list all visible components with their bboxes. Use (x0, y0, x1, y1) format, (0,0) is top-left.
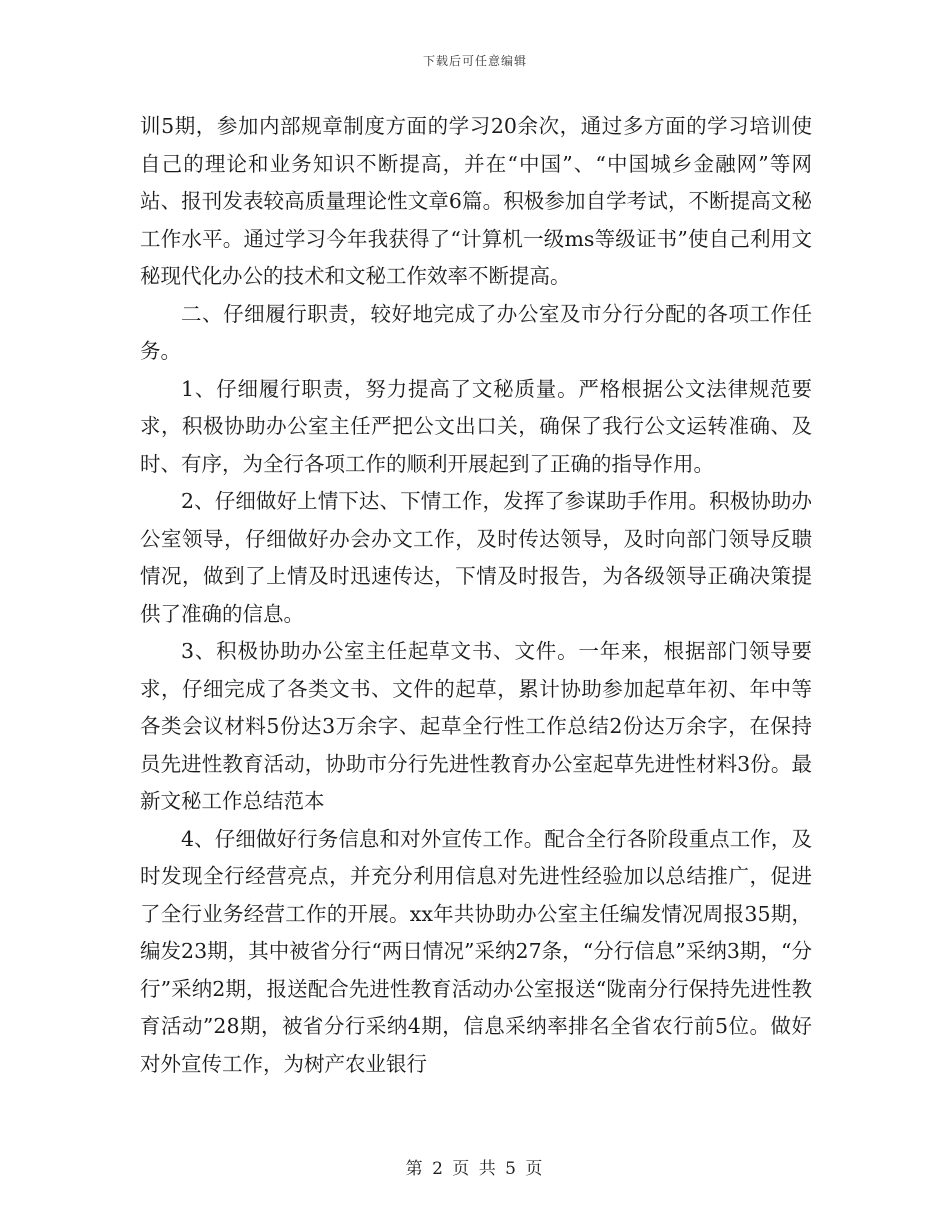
paragraph-1: 训5期，参加内部规章制度方面的学习20余次，通过多方面的学习培训使自己的理论和业务知识不断提高，并在“中国”、“中国城乡金融网”等网站、报刊发表较高质量理论性文章6篇。积极参加自学考试，不断提高文秘工作水平。通过学习今年我获得了“计算机一级ms等级证书”使自己利用文秘现代化办公的技术和文秘工作效率不断提高。 (140, 114, 812, 288)
paragraph-2: 二、仔细履行职责，较好地完成了办公室及市分行分配的各项工作任务。 (140, 301, 812, 363)
header-note: 下载后可任意编辑 (422, 54, 527, 68)
document-body (140, 108, 812, 1083)
paragraph-3: 1、仔细履行职责，努力提高了文秘质量。严格根据公文法律规范要求，积极协助办公室主任严把公文出口关，确保了我行公文运转准确、及时、有序，为全行各项工作的顺利开展起到了正确的指导作用。 (140, 376, 812, 476)
paragraph-6: 4、仔细做好行务信息和对外宣传工作。配合全行各阶段重点工作，及时发现全行经营亮点，并充分利用信息对先进性经验加以总结推广，促进了全行业务经营工作的开展。xx年共协助办公室主任编发情况周报35期，编发23期，其中被省分行“两日情况”采纳27条，“分行信息”采纳3期，“分行”采纳2期，报送配合先进性教育活动办公室报送“陇南分行保持先进性教育活动”28期，被省分行采纳4期，信息采纳率排名全省农行前5位。做好对外宣传工作，为树产农业银行 (140, 826, 812, 1076)
page-number-footer: 第 2 页 共 5 页 (405, 1159, 545, 1179)
paragraph-5: 3、积极协助办公室主任起草文书、文件。一年来，根据部门领导要求，仔细完成了各类文书、文件的起草，累计协助参加起草年初、年中等各类会议材料5份达3万余字、起草全行性工作总结2份达万余字，在保持员先进性教育活动，协助市分行先进性教育办公室起草先进性材料3份。最新文秘工作总结范本 (140, 639, 812, 813)
paragraph-4: 2、仔细做好上情下达、下情工作，发挥了参谋助手作用。积极协助办公室领导，仔细做好办会办文工作，及时传达领导，及时向部门领导反聩情况，做到了上情及时迅速传达，下情及时报告，为各级领导正确决策提供了准确的信息。 (140, 489, 812, 626)
